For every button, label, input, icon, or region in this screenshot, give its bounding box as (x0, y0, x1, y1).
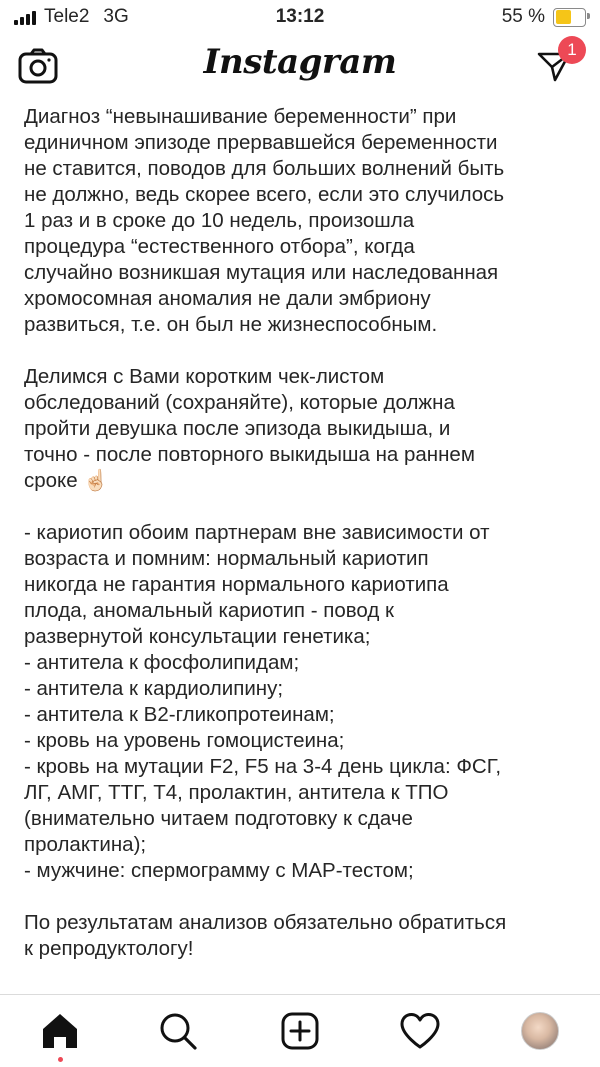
caption-line: точно - после повторного выкидыша на раннем (24, 443, 475, 466)
caption-line: случайно возникшая мутация или наследованная (24, 261, 499, 284)
home-icon[interactable] (38, 1011, 82, 1051)
caption-line: к репродуктологу! (24, 937, 194, 960)
caption-line: процедура “естественного отбора”, когда (24, 235, 415, 258)
caption-line: - антитела к кардиолипину; (24, 677, 284, 700)
new-post-icon[interactable] (278, 1011, 322, 1051)
caption-line: единичном эпизоде прервавшейся беременности (24, 131, 498, 154)
caption-line: Диагноз “невынашивание беременности” при (24, 105, 457, 128)
caption-line: (внимательно читаем подготовку к сдаче (24, 807, 413, 830)
caption-line: обследований (сохраняйте), которые должна (24, 391, 455, 414)
profile-avatar[interactable] (518, 1011, 562, 1051)
network-type: 3G (103, 6, 129, 27)
activity-heart-icon[interactable] (398, 1011, 442, 1051)
caption-line: - кровь на уровень гомоцистеина; (24, 729, 345, 752)
bottom-navigation (0, 994, 600, 1067)
caption-line: сроке ☝🏻 (24, 469, 109, 492)
caption-line: пройти девушка после эпизода выкидыша, и (24, 417, 451, 440)
home-notification-dot (58, 1057, 63, 1062)
battery-icon (553, 8, 586, 27)
caption-paragraph (24, 364, 584, 494)
caption-line: никогда не гарантия нормального кариотипа (24, 573, 449, 596)
caption-line: - антитела к В2-гликопротеинам; (24, 703, 335, 726)
caption-line: - кариотип обоим партнерам вне зависимости от (24, 521, 490, 544)
instagram-logo: Instagram (203, 42, 397, 82)
avatar (521, 1012, 559, 1050)
caption-line: не должно, ведь скорее всего, если это случилось (24, 183, 505, 206)
status-time: 13:12 (275, 6, 325, 27)
search-icon[interactable] (156, 1011, 200, 1051)
battery-percent: 55 % (501, 6, 545, 27)
carrier-name: Tele2 (44, 6, 90, 27)
status-right (502, 6, 586, 28)
caption-paragraph (24, 520, 584, 884)
battery-fill (556, 10, 571, 24)
caption-line: хромосомная аномалия не дали эмбриону (24, 287, 431, 310)
caption-line: - антитела к фосфолипидам; (24, 651, 300, 674)
caption-line: Делимся с Вами коротким чек-листом (24, 365, 385, 388)
app-header (0, 34, 600, 100)
caption-line: По результатам анализов обязательно обратиться (24, 911, 507, 934)
status-bar (0, 0, 600, 34)
caption-line: - кровь на мутации F2, F5 на 3-4 день цикла: ФСГ, (24, 755, 502, 778)
caption-line: развиться, т.е. он был не жизнеспособным. (24, 313, 438, 336)
caption-line: плода, аномальный кариотип - повод к (24, 599, 394, 622)
caption-paragraph (24, 104, 584, 338)
direct-unread-badge: 1 (558, 36, 586, 64)
caption-line: - мужчине: спермограмму с МАР-тестом; (24, 859, 414, 882)
caption-line: не ставится, поводов для больших волнений быть (24, 157, 505, 180)
post-caption-text (24, 104, 584, 990)
caption-line: 1 раз и в сроке до 10 недель, произошла (24, 209, 415, 232)
caption-line: возраста и помним: нормальный кариотип (24, 547, 429, 570)
caption-paragraph (24, 910, 584, 962)
caption-line: ЛГ, АМГ, ТТГ, Т4, пролактин, антитела к ТПО (24, 781, 449, 804)
caption-line: пролактина); (24, 833, 147, 856)
caption-line: развернутой консультации генетика; (24, 625, 371, 648)
battery-cap (587, 13, 590, 19)
